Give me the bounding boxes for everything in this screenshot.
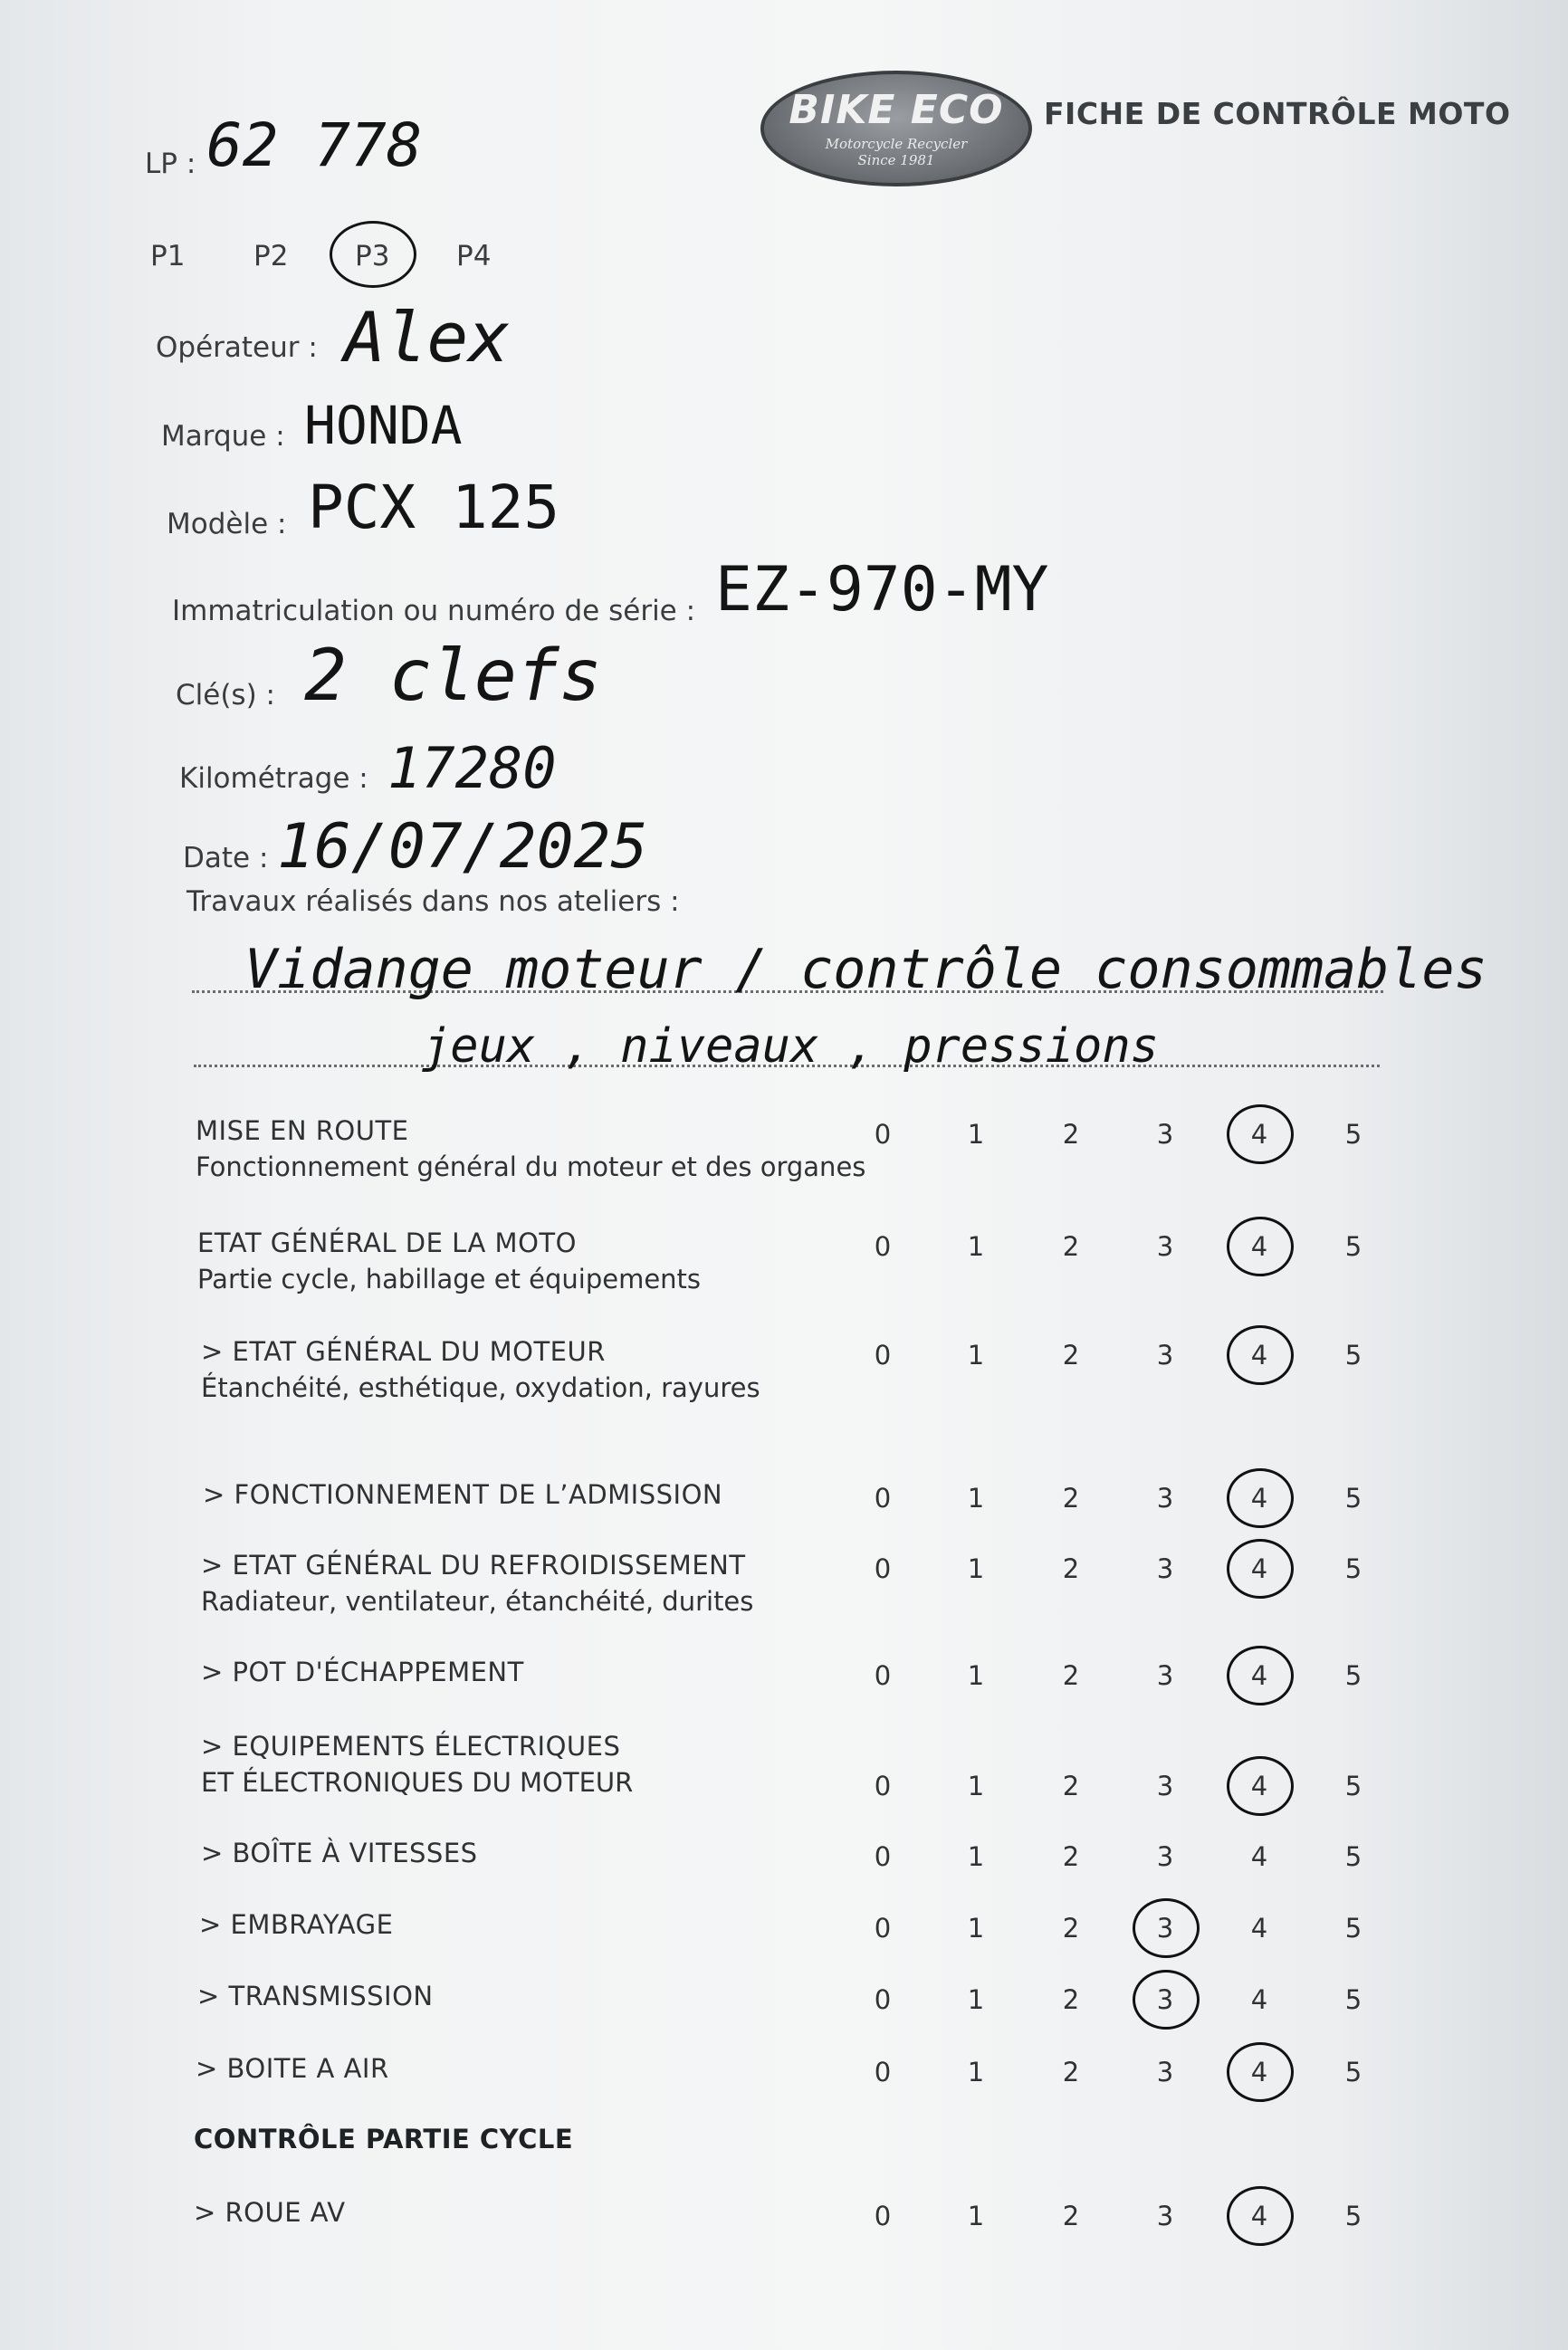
rating-row-6-score-0[interactable]: 0 bbox=[874, 1660, 892, 1691]
logo-tagline bbox=[764, 136, 1028, 168]
rating-row-7-title: > EQUIPEMENTS ÉLECTRIQUES bbox=[201, 1731, 621, 1762]
rating-row-8-score-5[interactable]: 5 bbox=[1344, 1841, 1362, 1872]
level-p4[interactable]: P4 bbox=[456, 240, 492, 272]
rating-row-2-title: ETAT GÉNÉRAL DE LA MOTO bbox=[197, 1228, 577, 1258]
cycle-row-1-score-5[interactable]: 5 bbox=[1344, 2201, 1362, 2231]
rating-row-8-score-0[interactable]: 0 bbox=[874, 1841, 892, 1872]
logo-brand-text: BIKE ECO bbox=[789, 87, 1004, 133]
operateur-value[interactable]: Alex bbox=[344, 297, 511, 377]
rating-row-10-score-2[interactable]: 2 bbox=[1062, 1984, 1080, 2015]
km-value[interactable]: 17280 bbox=[387, 735, 557, 801]
page-title: FICHE DE CONTRÔLE MOTO bbox=[1044, 96, 1511, 131]
modele-label: Modèle : bbox=[167, 508, 287, 540]
date-label: Date : bbox=[183, 842, 269, 874]
rating-row-6-selected-circle bbox=[1227, 1646, 1294, 1705]
rating-row-6-title: > POT D'ÉCHAPPEMENT bbox=[201, 1657, 524, 1687]
rating-row-5-score-5[interactable]: 5 bbox=[1344, 1553, 1362, 1584]
rating-row-7-selected-circle bbox=[1227, 1756, 1294, 1816]
rating-row-5-score-3[interactable]: 3 bbox=[1156, 1553, 1174, 1584]
rating-row-6-score-3[interactable]: 3 bbox=[1156, 1660, 1174, 1691]
immat-label: Immatriculation ou numéro de série : bbox=[172, 595, 696, 627]
rating-row-3-score-0[interactable]: 0 bbox=[874, 1340, 892, 1371]
rating-row-9-score-2[interactable]: 2 bbox=[1062, 1913, 1080, 1944]
rating-row-1-score-2[interactable]: 2 bbox=[1062, 1119, 1080, 1150]
rating-row-1-score-1[interactable]: 1 bbox=[967, 1119, 985, 1150]
rating-row-10-score-1[interactable]: 1 bbox=[967, 1984, 985, 2015]
rating-row-9-score-3[interactable]: 3 bbox=[1156, 1913, 1174, 1944]
rating-row-7-score-1[interactable]: 1 bbox=[967, 1771, 985, 1801]
rating-row-3-selected-circle bbox=[1227, 1325, 1294, 1385]
marque-value[interactable]: HONDA bbox=[304, 395, 463, 456]
rating-row-9-title: > EMBRAYAGE bbox=[199, 1909, 394, 1940]
rating-row-1-score-5[interactable]: 5 bbox=[1344, 1119, 1362, 1150]
section-title-cycle: CONTRÔLE PARTIE CYCLE bbox=[194, 2124, 574, 2154]
rating-row-1-title: MISE EN ROUTE bbox=[196, 1115, 409, 1146]
rating-row-6-score-1[interactable]: 1 bbox=[967, 1660, 985, 1691]
rating-row-4-score-5[interactable]: 5 bbox=[1344, 1483, 1362, 1514]
cycle-row-1-score-4[interactable]: 4 bbox=[1250, 2201, 1268, 2231]
rating-row-1-score-3[interactable]: 3 bbox=[1156, 1119, 1174, 1150]
cycle-row-1-score-0[interactable]: 0 bbox=[874, 2201, 892, 2231]
rating-row-5-score-1[interactable]: 1 bbox=[967, 1553, 985, 1584]
rating-row-2-score-3[interactable]: 3 bbox=[1156, 1231, 1174, 1262]
level-p1[interactable]: P1 bbox=[150, 240, 186, 272]
logo-since-text: Since 1981 bbox=[857, 152, 935, 168]
rating-row-9-selected-circle bbox=[1133, 1898, 1200, 1958]
rating-row-3-score-5[interactable]: 5 bbox=[1344, 1340, 1362, 1371]
rating-row-2-selected-circle bbox=[1227, 1217, 1294, 1276]
rating-row-10-score-4[interactable]: 4 bbox=[1250, 1984, 1268, 2015]
rating-row-4-score-2[interactable]: 2 bbox=[1062, 1483, 1080, 1514]
rating-row-11-score-1[interactable]: 1 bbox=[967, 2057, 985, 2087]
rating-row-9-score-0[interactable]: 0 bbox=[874, 1913, 892, 1944]
rating-row-2-score-2[interactable]: 2 bbox=[1062, 1231, 1080, 1262]
lp-label: LP : bbox=[145, 148, 196, 180]
rating-row-8-score-1[interactable]: 1 bbox=[967, 1841, 985, 1872]
rating-row-7-score-2[interactable]: 2 bbox=[1062, 1771, 1080, 1801]
operateur-label: Opérateur : bbox=[156, 331, 318, 364]
rating-row-11-score-5[interactable]: 5 bbox=[1344, 2057, 1362, 2087]
rating-row-11-score-4[interactable]: 4 bbox=[1250, 2057, 1268, 2087]
rating-row-8-title: > BOÎTE À VITESSES bbox=[201, 1838, 478, 1868]
cycle-row-1-score-2[interactable]: 2 bbox=[1062, 2201, 1080, 2231]
rating-row-2-score-4[interactable]: 4 bbox=[1250, 1231, 1268, 1262]
rating-row-7-score-5[interactable]: 5 bbox=[1344, 1771, 1362, 1801]
cycle-row-1-score-1[interactable]: 1 bbox=[967, 2201, 985, 2231]
rating-row-2-score-1[interactable]: 1 bbox=[967, 1231, 985, 1262]
rating-row-3-subtitle: Étanchéité, esthétique, oxydation, rayures bbox=[201, 1372, 760, 1403]
rating-row-5-score-0[interactable]: 0 bbox=[874, 1553, 892, 1584]
rating-row-10-score-3[interactable]: 3 bbox=[1156, 1984, 1174, 2015]
rating-row-7-score-3[interactable]: 3 bbox=[1156, 1771, 1174, 1801]
rating-row-10-title: > TRANSMISSION bbox=[197, 1981, 434, 2011]
rating-row-5-selected-circle bbox=[1227, 1539, 1294, 1599]
rating-row-5-title: > ETAT GÉNÉRAL DU REFROIDISSEMENT bbox=[201, 1550, 746, 1581]
rating-row-3-score-3[interactable]: 3 bbox=[1156, 1340, 1174, 1371]
rating-row-10-selected-circle bbox=[1133, 1970, 1200, 2030]
cles-value[interactable]: 2 clefs bbox=[304, 635, 602, 717]
rating-row-1-subtitle: Fonctionnement général du moteur et des organes bbox=[196, 1151, 866, 1182]
date-value[interactable]: 16/07/2025 bbox=[277, 811, 648, 883]
rating-row-2-score-0[interactable]: 0 bbox=[874, 1231, 892, 1262]
rating-row-9-score-5[interactable]: 5 bbox=[1344, 1913, 1362, 1944]
rating-row-1-selected-circle bbox=[1227, 1104, 1294, 1164]
rating-row-3-score-4[interactable]: 4 bbox=[1250, 1340, 1268, 1371]
immat-value[interactable]: EZ-970-MY bbox=[715, 554, 1049, 626]
rating-row-6-score-4[interactable]: 4 bbox=[1250, 1660, 1268, 1691]
selected-level-circle bbox=[330, 221, 416, 288]
rating-row-6-score-5[interactable]: 5 bbox=[1344, 1660, 1362, 1691]
rating-row-4-score-3[interactable]: 3 bbox=[1156, 1483, 1174, 1514]
rating-row-2-score-5[interactable]: 5 bbox=[1344, 1231, 1362, 1262]
rating-row-11-score-0[interactable]: 0 bbox=[874, 2057, 892, 2087]
travaux-line-2[interactable]: jeux , niveaux , pressions bbox=[422, 1019, 1159, 1074]
modele-value[interactable]: PCX 125 bbox=[308, 473, 560, 542]
rating-row-2-subtitle: Partie cycle, habillage et équipements bbox=[197, 1264, 702, 1294]
rating-row-4-score-1[interactable]: 1 bbox=[967, 1483, 985, 1514]
rating-row-8-score-2[interactable]: 2 bbox=[1062, 1841, 1080, 1872]
rating-row-9-score-1[interactable]: 1 bbox=[967, 1913, 985, 1944]
rating-row-7-score-0[interactable]: 0 bbox=[874, 1771, 892, 1801]
rating-row-10-score-0[interactable]: 0 bbox=[874, 1984, 892, 2015]
rating-row-10-score-5[interactable]: 5 bbox=[1344, 1984, 1362, 2015]
logo-tagline-text: Motorcycle Recycler bbox=[825, 136, 968, 152]
cycle-row-1-selected-circle bbox=[1227, 2186, 1294, 2246]
rating-row-5-score-2[interactable]: 2 bbox=[1062, 1553, 1080, 1584]
rating-row-8-score-3[interactable]: 3 bbox=[1156, 1841, 1174, 1872]
rating-row-8-score-4[interactable]: 4 bbox=[1250, 1841, 1268, 1872]
rating-row-6-score-2[interactable]: 2 bbox=[1062, 1660, 1080, 1691]
cycle-row-1-score-3[interactable]: 3 bbox=[1156, 2201, 1174, 2231]
rating-row-11-selected-circle bbox=[1227, 2042, 1294, 2102]
rating-row-11-score-3[interactable]: 3 bbox=[1156, 2057, 1174, 2087]
rating-row-7-subtitle: ET ÉLECTRONIQUES DU MOTEUR bbox=[201, 1767, 634, 1798]
rating-row-9-score-4[interactable]: 4 bbox=[1250, 1913, 1268, 1944]
travaux-line-1[interactable]: Vidange moteur / contrôle consommables bbox=[244, 938, 1487, 1001]
travaux-label: Travaux réalisés dans nos ateliers : bbox=[186, 885, 680, 918]
rating-row-4-selected-circle bbox=[1227, 1468, 1294, 1528]
rating-row-3-score-2[interactable]: 2 bbox=[1062, 1340, 1080, 1371]
bike-eco-logo bbox=[760, 71, 1032, 186]
rating-row-11-score-2[interactable]: 2 bbox=[1062, 2057, 1080, 2087]
rating-row-7-score-4[interactable]: 4 bbox=[1250, 1771, 1268, 1801]
rating-row-11-title: > BOITE A AIR bbox=[196, 2053, 389, 2084]
marque-label: Marque : bbox=[161, 420, 285, 453]
rating-row-1-score-4[interactable]: 4 bbox=[1250, 1119, 1268, 1150]
rating-row-3-score-1[interactable]: 1 bbox=[967, 1340, 985, 1371]
rating-row-5-score-4[interactable]: 4 bbox=[1250, 1553, 1268, 1584]
cles-label: Clé(s) : bbox=[176, 679, 275, 712]
rating-row-1-score-0[interactable]: 0 bbox=[874, 1119, 892, 1150]
km-label: Kilométrage : bbox=[179, 762, 368, 795]
level-p2[interactable]: P2 bbox=[253, 240, 289, 272]
rating-row-5-subtitle: Radiateur, ventilateur, étanchéité, durites bbox=[201, 1586, 754, 1617]
rating-row-4-score-4[interactable]: 4 bbox=[1250, 1483, 1268, 1514]
lp-value: 62 778 bbox=[206, 110, 423, 180]
level-p3[interactable]: P3 bbox=[355, 240, 390, 272]
cycle-row-1-title: > ROUE AV bbox=[194, 2197, 346, 2228]
rating-row-4-score-0[interactable]: 0 bbox=[874, 1483, 892, 1514]
rating-row-4-title: > FONCTIONNEMENT DE L’ADMISSION bbox=[203, 1479, 723, 1510]
rating-row-3-title: > ETAT GÉNÉRAL DU MOTEUR bbox=[201, 1336, 606, 1367]
